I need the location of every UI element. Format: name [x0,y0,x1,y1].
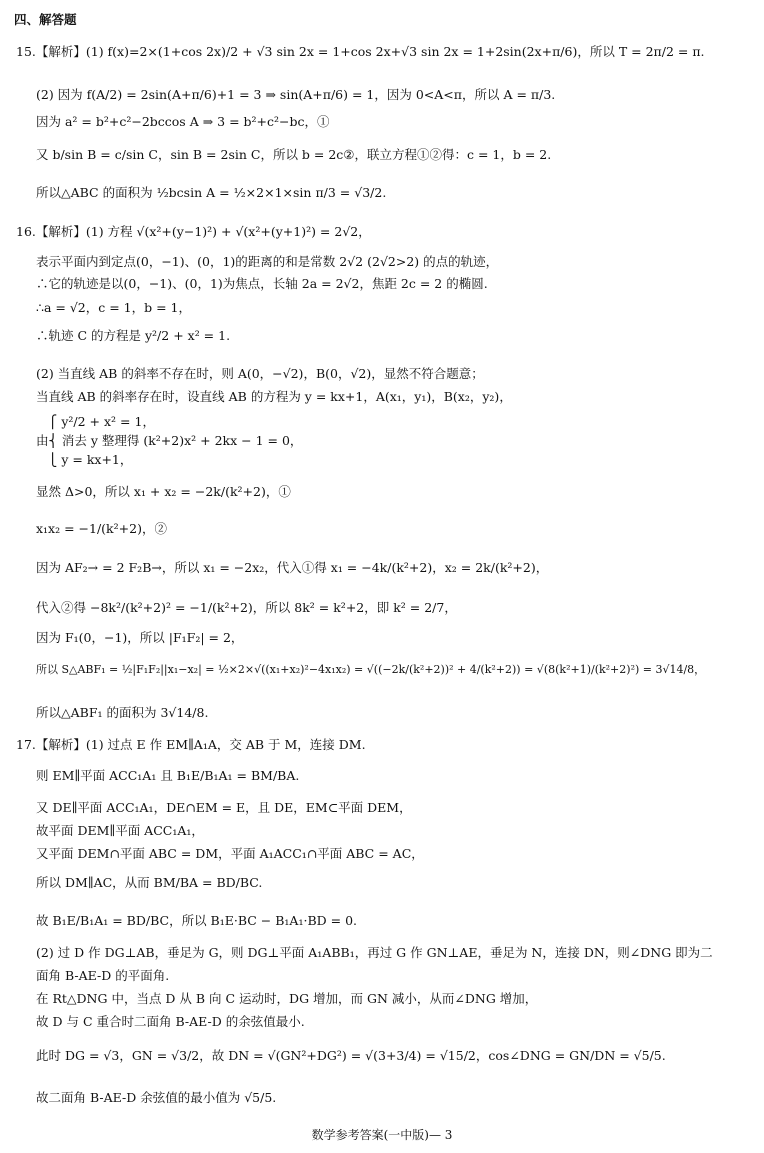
q16-line-10: 因为 AF₂→ = 2 F₂B→，所以 x₁ = −2x₂，代入①得 x₁ = −4k/(k²+2)，x₂ = 2k/(k²+2)， [36,560,549,575]
q16-system-bottom: ⎩ y = kx+1， [48,452,133,467]
q16-line-7: 当直线 AB 的斜率存在时，设直线 AB 的方程为 y = kx+1，A(x₁，y₁)，B(x₂，y₂)， [36,389,512,404]
q16-line-11: 代入②得 −8k²/(k²+2)² = −1/(k²+2)，所以 8k² = k²+2，即 k² = 2/7， [36,600,457,615]
q17-line-3: 又 DE∥平面 ACC₁A₁，DE∩EM = E，且 DE，EM⊂平面 DEM， [36,800,412,815]
q15-line-3: 因为 a² = b²+c²−2bccos A ⇒ 3 = b²+c²−bc，① [36,114,330,129]
q16-line-3: ∴它的轨迹是以(0，−1)、(0，1)为焦点，长轴 2a = 2√2，焦距 2c = 2 的椭圆. [36,276,488,291]
q16-line-14: 所以△ABF₁ 的面积为 3√14/8. [36,705,209,720]
q16-line-8: 显然 Δ>0，所以 x₁ + x₂ = −2k/(k²+2)，① [36,484,291,499]
q16-line-6: (2) 当直线 AB 的斜率不存在时，则 A(0，−√2)，B(0，√2)，显然不符合题意； [36,366,484,381]
q17-line-6: 所以 DM∥AC，从而 BM/BA = BD/BC. [36,875,263,890]
q16-line-1: 16.【解析】(1) 方程 √(x²+(y−1)²) + √(x²+(y+1)²) = 2√2， [16,224,371,239]
section-title: 四、解答题 [14,12,77,27]
q15-line-1: 15.【解析】(1) f(x)=2×(1+cos 2x)/2 + √3 sin 2x = 1+cos 2x+√3 sin 2x = 1+2sin(2x+π/6)，所以 T = 2π/2 = π. [16,44,705,59]
q15-line-2: (2) 因为 f(A/2) = 2sin(A+π/6)+1 = 3 ⇒ sin(A+π/6) = 1，因为 0<A<π，所以 A = π/3. [36,87,556,102]
q16-system-mid: 由⎨ 消去 y 整理得 (k²+2)x² + 2kx − 1 = 0， [36,433,303,448]
q15-line-4: 又 b/sin B = c/sin C，sin B = 2sin C，所以 b = 2c②，联立方程①②得：c = 1，b = 2. [36,147,552,162]
q17-line-11: 故 D 与 C 重合时二面角 B-AE-D 的余弦值最小. [36,1014,305,1029]
q17-line-2: 则 EM∥平面 ACC₁A₁ 且 B₁E/B₁A₁ = BM/BA. [36,768,300,783]
page-footer: 数学参考答案(一中版)— 3 [311,1128,453,1142]
q16-line-13: 所以 S△ABF₁ = ½|F₁F₂||x₁−x₂| = ½×2×√((x₁+x₂)²−4x₁x₂) = √((−2k/(k²+2))² + 4/(k²+2)) = √(8(k²+1)/(k²+2)²) = 3√14/8， [36,663,706,676]
q17-line-1: 17.【解析】(1) 过点 E 作 EM∥A₁A，交 AB 于 M，连接 DM. [16,737,366,752]
q17-line-12: 此时 DG = √3，GN = √3/2，故 DN = √(GN²+DG²) = √(3+3/4) = √15/2，cos∠DNG = GN/DN = √5/5. [36,1048,666,1063]
q16-line-9: x₁x₂ = −1/(k²+2)，② [36,521,167,536]
q17-line-4: 故平面 DEM∥平面 ACC₁A₁， [36,823,204,838]
q17-line-10: 在 Rt△DNG 中，当点 D 从 B 向 C 运动时，DG 增加，而 GN 减小，从而∠DNG 增加， [36,991,538,1006]
q16-line-12: 因为 F₁(0，−1)，所以 |F₁F₂| = 2， [36,630,244,645]
q17-line-5: 又平面 DEM∩平面 ABC = DM，平面 A₁ACC₁∩平面 ABC = AC， [36,846,424,861]
q16-system-top: ⎧ y²/2 + x² = 1， [48,414,155,429]
q17-line-7: 故 B₁E/B₁A₁ = BD/BC，所以 B₁E·BC − B₁A₁·BD = 0. [36,913,357,928]
q17-line-9: 面角 B-AE-D 的平面角. [36,968,170,983]
q16-line-4: ∴a = √2，c = 1，b = 1， [36,300,191,315]
q17-line-8: (2) 过 D 作 DG⊥AB，垂足为 G，则 DG⊥平面 A₁ABB₁，再过 G 作 GN⊥AE，垂足为 N，连接 DN，则∠DNG 即为二 [36,945,713,960]
q15-line-5: 所以△ABC 的面积为 ½bcsin A = ½×2×1×sin π/3 = √3/2. [36,185,387,200]
q17-line-13: 故二面角 B-AE-D 余弦值的最小值为 √5/5. [36,1090,277,1105]
q16-line-5: ∴轨迹 C 的方程是 y²/2 + x² = 1. [36,328,231,343]
q16-line-2: 表示平面内到定点(0，−1)、(0，1)的距离的和是常数 2√2 (2√2>2) 的点的轨迹， [36,254,499,269]
